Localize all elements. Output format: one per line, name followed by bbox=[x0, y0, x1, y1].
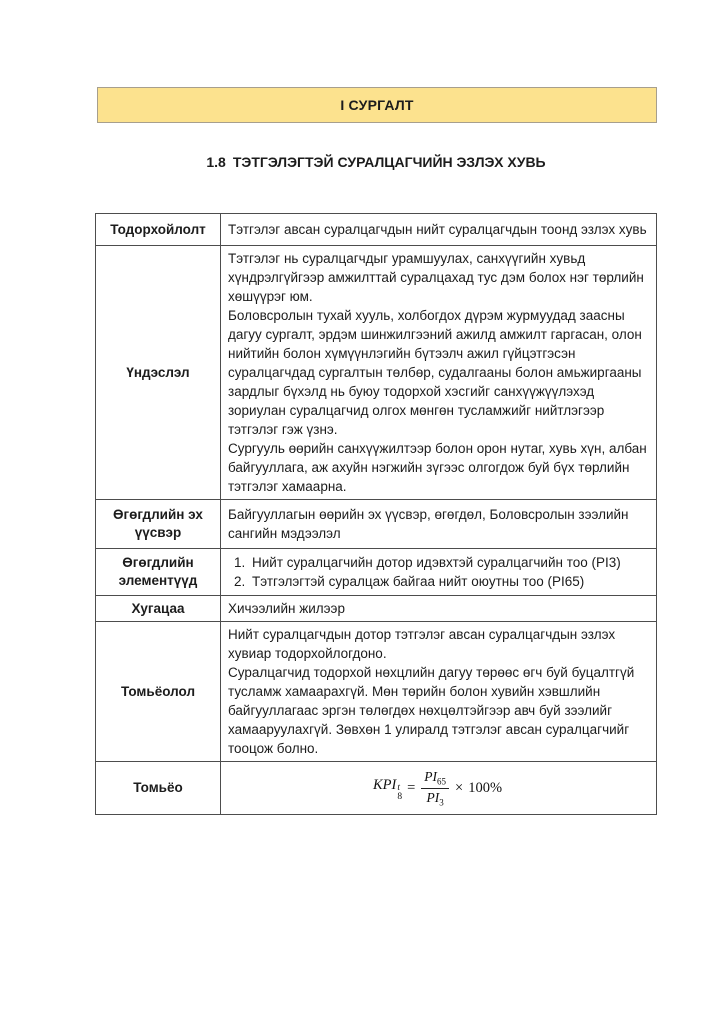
paragraph: Тэтгэлэг нь суралцагчдыг урамшуулах, санхүүгийн хувьд хүндрэлгүйгээр амжилттай суралцахад тус дэм болох нэг төрлийн хөшүүрэг юм. bbox=[228, 251, 644, 304]
paragraph: Сургууль өөрийн санхүүжилтээр болон орон нутаг, хувь хүн, албан байгууллага, аж ахуйн нэгжийн зүгээс олгогдож буй бүх төрлийн тэтгэлэг хамаарна. bbox=[228, 441, 647, 494]
indicator-table bbox=[95, 213, 657, 815]
title-number: 1.8 bbox=[206, 154, 226, 170]
row-label-period: Хугацаа bbox=[96, 596, 221, 622]
row-label-methodology: Томьёолол bbox=[96, 622, 221, 762]
paragraph: Нийт суралцагчдын дотор тэтгэлэг авсан суралцагчдын эзлэх хувиар тодорхойлогдоно. bbox=[228, 627, 616, 661]
list-item bbox=[234, 572, 647, 591]
fraction-numerator: $PI_{65}$ bbox=[421, 769, 449, 789]
row-label-formula: Томьёо bbox=[96, 762, 221, 815]
row-label-data-elements: Өгөгдлийн элементүүд bbox=[96, 549, 221, 596]
list-item-text: Нийт суралцагчийн дотор идэвхтэй суралцагчийн тоо (PI3) bbox=[252, 555, 621, 570]
row-value-definition: Тэтгэлэг авсан суралцагчдын нийт суралцагчдын тоонд эзлэх хувь bbox=[221, 214, 657, 246]
row-label-rationale: Үндэслэл bbox=[96, 246, 221, 500]
row-label-data-source: Өгөгдлийн эх үүсвэр bbox=[96, 500, 221, 549]
row-value-formula bbox=[221, 762, 657, 815]
equals-sign: = bbox=[407, 779, 416, 796]
row-value-methodology bbox=[221, 622, 657, 762]
table-row-period bbox=[96, 596, 657, 622]
row-value-rationale bbox=[221, 246, 657, 500]
list-item-text: Тэтгэлэгтэй суралцаж байгаа нийт оюутны тоо (PI65) bbox=[252, 574, 585, 589]
table-row-formula bbox=[96, 762, 657, 815]
table-row-definition bbox=[96, 214, 657, 246]
fraction-denominator: $PI_3$ bbox=[426, 789, 444, 808]
formula-lhs: KPI t 8 bbox=[372, 776, 403, 802]
table-row-methodology bbox=[96, 622, 657, 762]
section-header-banner bbox=[97, 87, 657, 123]
paragraph: Боловсролын тухай хууль, холбогдох дүрэм журмуудад заасны дагуу сургалт, эрдэм шинжилгээний ажилд амжилт гаргасан, олон нийтийн болон хүмүүнлэгийн бүтээлч ажил гүйцэтгэсэн суралцагчдад сургалтын төлбөр, судалгааны болон амьжиргааны зардлыг бүхэлд нь буюу тодорхой хэсгийг санхүүжүүлэхэд зориулан суралцагчид олгох мөнгөн тусламжийг нийтлэгээр тэтгэлэг гэж үзнэ. bbox=[228, 308, 642, 437]
table-row-data-elements bbox=[96, 549, 657, 596]
kpi-formula bbox=[228, 769, 647, 807]
formula-sup-sub: t 8 bbox=[397, 782, 403, 802]
times-sign: × bbox=[455, 779, 464, 796]
list-item bbox=[234, 553, 647, 572]
row-label-definition: Тодорхойлолт bbox=[96, 214, 221, 246]
formula-percent-value: 100% bbox=[468, 779, 503, 796]
paragraph: Суралцагчид тодорхой нөхцлийн дагуу төрөөс өгч буй буцалтгүй тусламж хамаарахгүй. Мөн төрийн болон хувийн хэвшлийн байгууллагаас эргэн төлөгдөх нөхцөлтэйгээр авч буй зээлийг хамааруулахгүй. Зөвхөн 1 улиралд тэтгэлэг авсан суралцагчийг тооцож болно. bbox=[228, 665, 635, 756]
section-header-label: I СУРГАЛТ bbox=[340, 97, 414, 113]
table-row-rationale bbox=[96, 246, 657, 500]
formula-fraction bbox=[421, 769, 449, 807]
row-value-period: Хичээлийн жилээр bbox=[221, 596, 657, 622]
list-item-number: 2. bbox=[234, 574, 246, 589]
table-row-data-source bbox=[96, 500, 657, 549]
document-title bbox=[95, 152, 657, 172]
title-text: ТЭТГЭЛЭГТЭЙ СУРАЛЦАГЧИЙН ЭЗЛЭХ ХУВЬ bbox=[232, 154, 546, 170]
numbered-list bbox=[228, 553, 647, 591]
row-value-data-source: Байгууллагын өөрийн эх үүсвэр, өгөгдөл, Боловсролын зээлийн сангийн мэдээлэл bbox=[221, 500, 657, 549]
list-item-number: 1. bbox=[234, 555, 246, 570]
row-value-data-elements bbox=[221, 549, 657, 596]
